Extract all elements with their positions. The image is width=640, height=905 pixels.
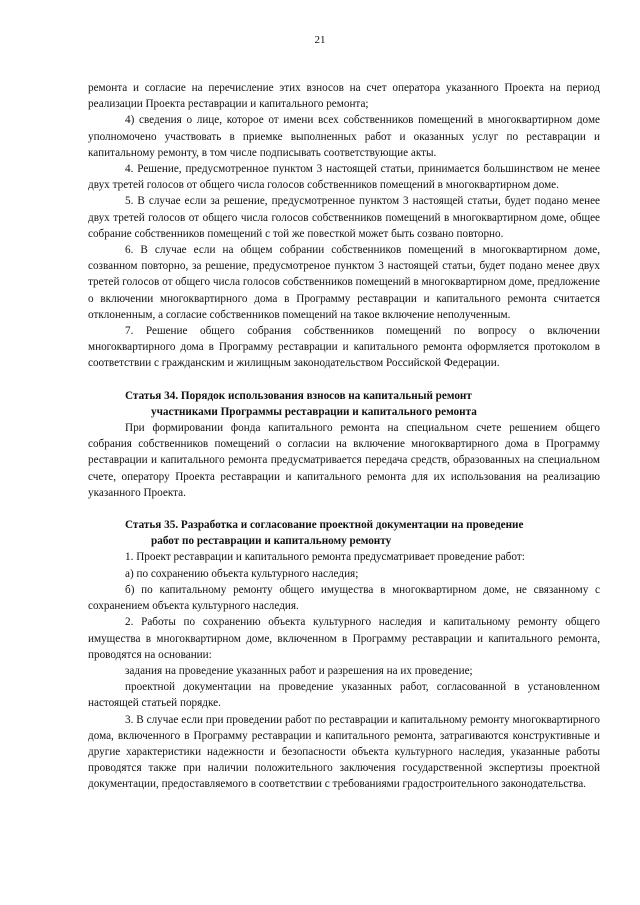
page-number: 21: [314, 34, 326, 46]
article-heading: [88, 388, 600, 420]
paragraph: проектной документации на проведение указанных работ, согласованной в установленном настоящей статьей порядке.: [88, 681, 600, 710]
paragraph: 1. Проект реставрации и капитального ремонта предусматривает проведение работ:: [125, 551, 525, 564]
paragraph: 5. В случае если за решение, предусмотренное пунктом 3 настоящей статьи, будет подано менее двух третей голосов от общего числа голосов собственников помещений в многоквартирном доме, общее собрание собственников помещений с той же повесткой может быть созвано повторно.: [88, 195, 600, 240]
paragraph: а) по сохранению объекта культурного наследия;: [125, 567, 359, 580]
article-heading-line: участниками Программы реставрации и капитального ремонта: [151, 405, 477, 418]
article-heading-line: работ по реставрации и капитальному ремонту: [151, 535, 392, 548]
paragraph: 4. Решение, предусмотренное пунктом 3 настоящей статьи, принимается большинством не менее двух третей голосов от общего числа голосов собственников помещений в многоквартирном доме.: [88, 163, 600, 192]
article-heading-line: Статья 34. Порядок использования взносов на капитальный ремонт: [125, 389, 472, 402]
paragraph: 2. Работы по сохранению объекта культурного наследия и капитальному ремонту общего имущества в многоквартирном доме, включенном в Программу реставрации и капитального ремонта, проводятся на основании:: [88, 616, 600, 661]
paragraph: ремонта и согласие на перечисление этих взносов на счет оператора указанного Проекта на период реализации Проекта реставрации и капитального ремонта;: [88, 82, 600, 111]
paragraph: При формировании фонда капитального ремонта на специальном счете решением общего собрания собственников помещений о согласии на включение многоквартирного дома в Программу реставрации и капитального ремонта предусматривается передача средств, образованных на специальном счете, оператору Проекта реставрации и капитального ремонта для их использования на реализацию указанного Проекта.: [88, 422, 600, 499]
article-heading-line: Статья 35. Разработка и согласование проектной документации на проведение: [125, 519, 524, 532]
paragraph: 7. Решение общего собрания собственников помещений по вопросу о включении многоквартирного дома в Программу реставрации и капитального ремонта оформляется протоколом в соответствии с гражданским и жилищным законодательством Российской Федерации.: [88, 325, 600, 370]
document-body: [88, 80, 600, 793]
paragraph: 6. В случае если на общем собрании собственников помещений в многоквартирном доме, созванном повторно, за решение, предусмотреное пунктом 3 настоящей статьи, будет подано менее двух третей голосов от общего числа голосов собственников помещений в многоквартирном доме, предложение о включении многоквартирного дома в Программу реставрации и капитального ремонта считается отклоненным, а согласие собственников помещений на такое включение неполученным.: [88, 244, 600, 321]
paragraph: 4) сведения о лице, которое от имени всех собственников помещений в многоквартирном доме уполномочено участвовать в приемке выполненных работ и оказанных услуг по реставрации и капитальному ремонту, в том числе подписывать соответствующие акты.: [88, 114, 600, 159]
paragraph: б) по капитальному ремонту общего имущества в многоквартирном доме, не связанному с сохранением объекта культурного наследия.: [88, 583, 600, 613]
article-heading: [88, 517, 600, 549]
paragraph: задания на проведение указанных работ и разрешения на их проведение;: [125, 664, 473, 677]
paragraph: 3. В случае если при проведении работ по реставрации и капитальному ремонту многоквартирного дома, включенного в Программу реставрации и капитального ремонта, затрагиваются конструктивные и другие характеристики надежности и безопасности объекта культурного наследия, указанные работы проводятся также при наличии положительного заключения государственной экспертизы проектной документации, предоставляемого в соответствии с требованиями градостроительного законодательства.: [88, 713, 600, 791]
